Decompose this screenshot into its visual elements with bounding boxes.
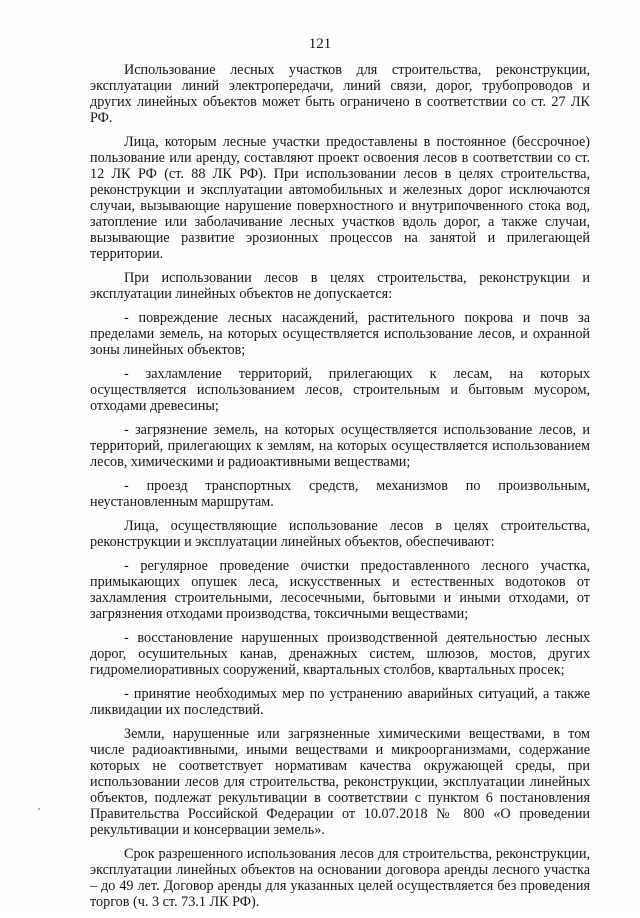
paragraph-development-project: Лица, которым лесные участки предоставлены в постоянное (бессрочное) пользование или аренду, составляют проект освоения лесов в соответствии со ст. 12 ЛК РФ (ст. 88 ЛК РФ). При использовании лесов в целях строительства, реконструкции и эксплуатации автомобильных и железных дорог исключаются случаи, вызывающие нарушение поверхностного и внутрипочвенного стока вод, затопление или заболачивание лесных участков вдоль дорог, а также случаи, вызывающие развитие эрозионных процессов на занятой и прилегающей территории. bbox=[90, 134, 590, 262]
paragraph-recultivation: Земли, нарушенные или загрязненные химическими веществами, в том числе радиоактивными, иными веществами и микроорганизмами, содержание которых не соответствует нормативам качества окружающей среды, при использовании лесов для строительства, реконструкции, эксплуатации линейных объектов, подлежат рекультивации в соответствии с пунктом 6 постановления Правительства Российской Федерации от 10.07.2018 № 800 «О проведении рекультивации и консервации земель». bbox=[90, 726, 590, 838]
paragraph-usage-limits: Использование лесных участков для строительства, реконструкции, эксплуатации линий электропередачи, линий связи, дорог, трубопроводов и других линейных объектов может быть ограничено в соответствии со ст. 27 ЛК РФ. bbox=[90, 62, 590, 126]
list-item-prohibition-littering: - захламление территорий, прилегающих к лесам, на которых осуществляется использованием лесов, строительным и бытовым мусором, отходами древесины; bbox=[90, 366, 590, 414]
list-item-obligation-restoration: - восстановление нарушенных производственной деятельностью лесных дорог, осушительных канав, дренажных систем, шлюзов, мостов, других гидромелиоративных сооружений, квартальных столбов, квартальных просек; bbox=[90, 630, 590, 678]
paragraph-obligations-intro: Лица, осуществляющие использование лесов в целях строительства, реконструкции и эксплуатации линейных объектов, обеспечивают: bbox=[90, 518, 590, 550]
list-item-prohibition-pollution: - загрязнение земель, на которых осуществляется использование лесов, и территорий, прилегающих к землям, на которых осуществляется использованием лесов, химическими и радиоактивными веществами; bbox=[90, 422, 590, 470]
list-item-prohibition-driving: - проезд транспортных средств, механизмов по произвольным, неустановленным маршрутам. bbox=[90, 478, 590, 510]
paragraph-prohibitions-intro: При использовании лесов в целях строительства, реконструкции и эксплуатации линейных объектов не допускается: bbox=[90, 270, 590, 302]
paragraph-lease-term: Срок разрешенного использования лесов для строительства, реконструкции, эксплуатации линейных объектов на основании договора аренды лесного участка – до 49 лет. Договор аренды для указанных целей осуществляется без проведения торгов (ч. 3 ст. 73.1 ЛК РФ). bbox=[90, 846, 590, 910]
scan-speck bbox=[38, 808, 40, 810]
list-item-prohibition-damage: - повреждение лесных насаждений, растительного покрова и почв за пределами земель, на которых осуществляется использование лесов, и охранной зоны линейных объектов; bbox=[90, 310, 590, 358]
list-item-obligation-emergency: - принятие необходимых мер по устранению аварийных ситуаций, а также ликвидации их последствий. bbox=[90, 686, 590, 718]
page-number: 121 bbox=[308, 36, 332, 52]
document-body bbox=[90, 62, 590, 918]
list-item-obligation-cleaning: - регулярное проведение очистки предоставленного лесного участка, примыкающих опушек леса, искусственных и естественных водотоков от захламления строительными, лесосечными, бытовыми и иными отходами, от загрязнения отходами производства, токсичными веществами; bbox=[90, 558, 590, 622]
